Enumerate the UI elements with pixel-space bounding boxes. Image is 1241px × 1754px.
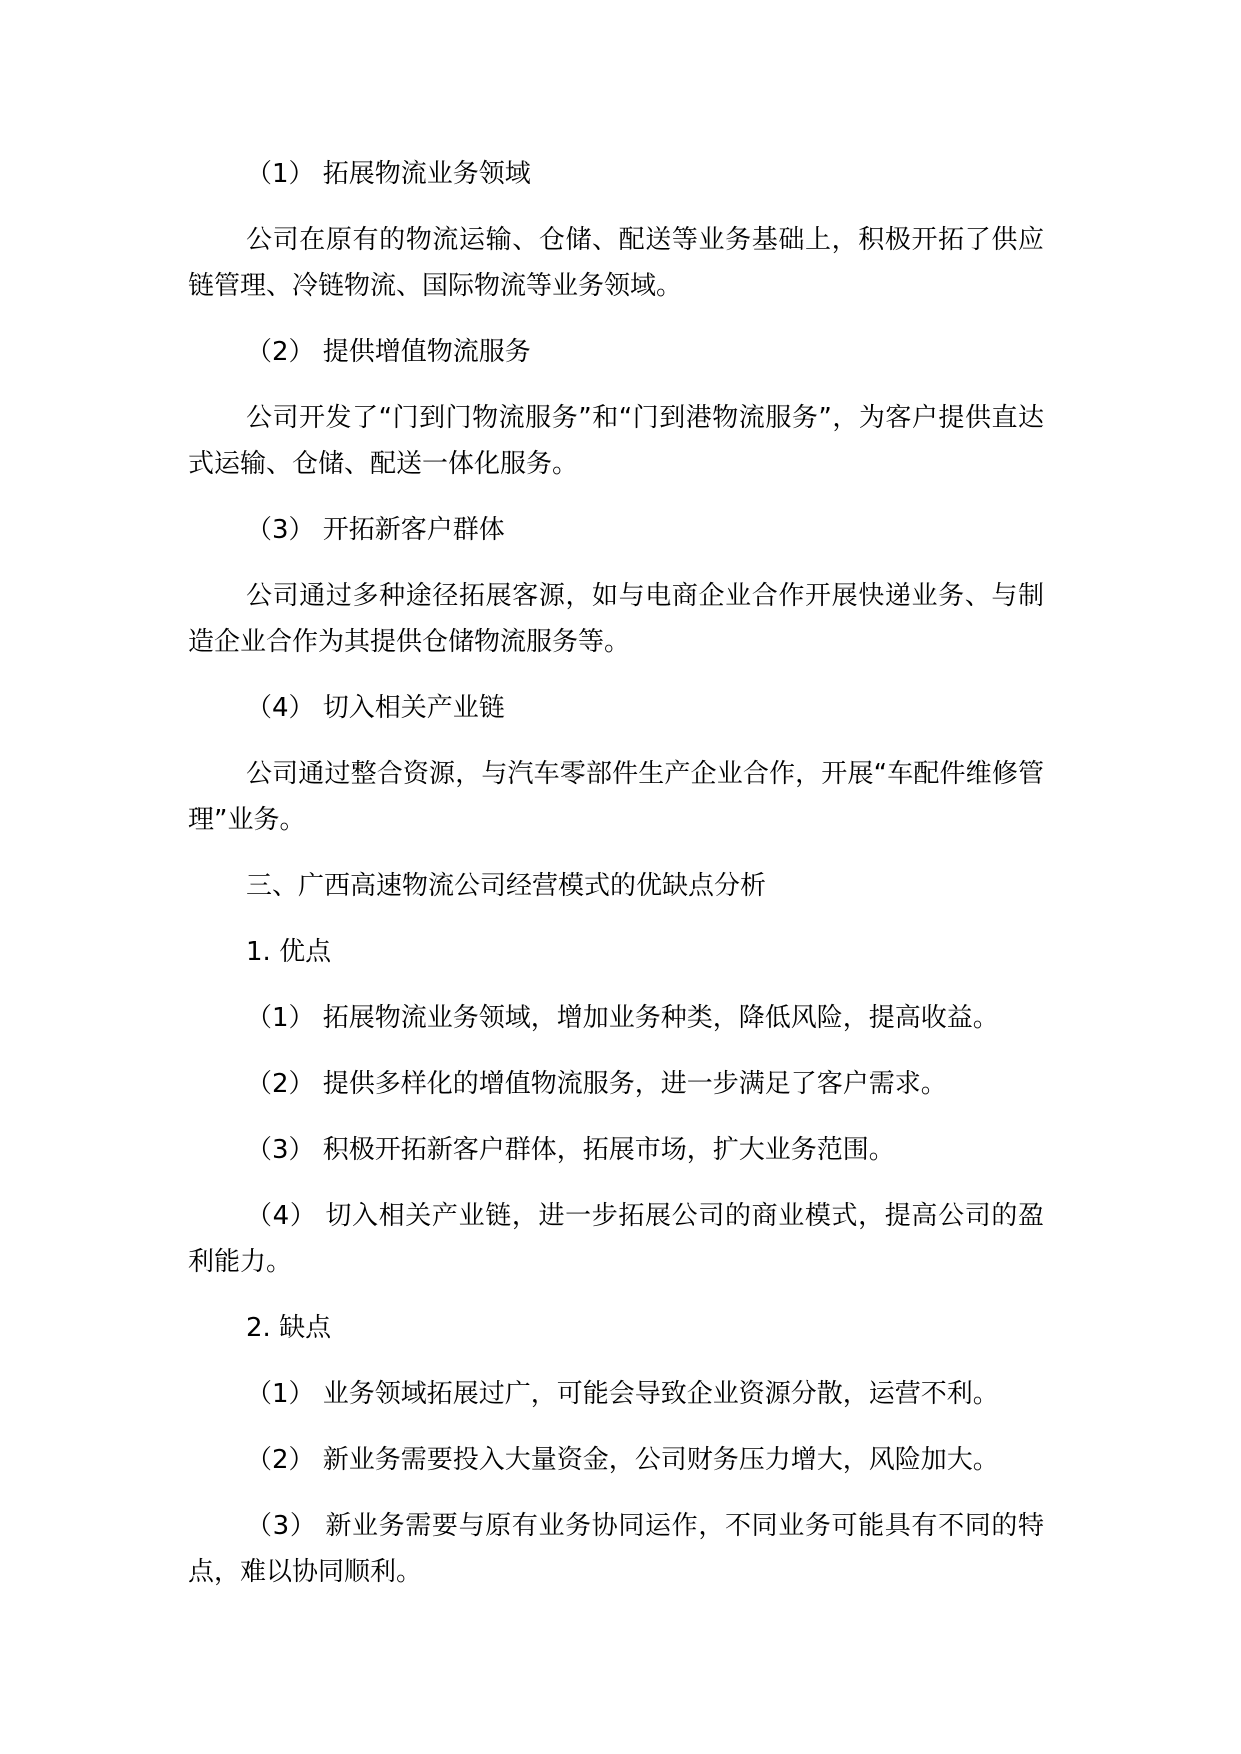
paragraph-expand-business: 公司在原有的物流运输、仓储、配送等业务基础上，积极开拓了供应链管理、冷链物流、国际物流等业务领域。 xyxy=(188,225,1044,301)
advantage-item-3: （3） 积极开拓新客户群体，拓展市场，扩大业务范围。 xyxy=(246,1135,895,1165)
subheading-expand-business: （1） 拓展物流业务领域 xyxy=(246,159,531,189)
disadvantage-item-1: （1） 业务领域拓展过广，可能会导致企业资源分散，运营不利。 xyxy=(246,1379,999,1409)
disadvantage-item-2: （2） 新业务需要投入大量资金，公司财务压力增大，风险加大。 xyxy=(246,1445,999,1475)
subsection-heading-advantages: 1. 优点 xyxy=(246,937,332,967)
subheading-value-added-services: （2） 提供增值物流服务 xyxy=(246,337,531,367)
section-heading-analysis: 三、广西高速物流公司经营模式的优缺点分析 xyxy=(246,871,767,901)
advantage-item-2: （2） 提供多样化的增值物流服务，进一步满足了客户需求。 xyxy=(246,1069,947,1099)
advantage-item-4: （4） 切入相关产业链，进一步拓展公司的商业模式，提高公司的盈利能力。 xyxy=(188,1201,1044,1277)
subsection-heading-disadvantages: 2. 缺点 xyxy=(246,1313,332,1343)
paragraph-new-customers: 公司通过多种途径拓展客源，如与电商企业合作开展快递业务、与制造企业合作为其提供仓储物流服务等。 xyxy=(188,581,1044,657)
paragraph-industry-chain: 公司通过整合资源，与汽车零部件生产企业合作，开展“车配件维修管理”业务。 xyxy=(188,759,1044,835)
subheading-new-customers: （3） 开拓新客户群体 xyxy=(246,515,505,545)
paragraph-value-added-services: 公司开发了“门到门物流服务”和“门到港物流服务”，为客户提供直达式运输、仓储、配送一体化服务。 xyxy=(188,403,1044,479)
subheading-industry-chain: （4） 切入相关产业链 xyxy=(246,693,505,723)
document-body xyxy=(188,151,1044,1615)
advantage-item-1: （1） 拓展物流业务领域，增加业务种类，降低风险，提高收益。 xyxy=(246,1003,999,1033)
disadvantage-item-3: （3） 新业务需要与原有业务协同运作，不同业务可能具有不同的特点，难以协同顺利。 xyxy=(188,1511,1044,1587)
